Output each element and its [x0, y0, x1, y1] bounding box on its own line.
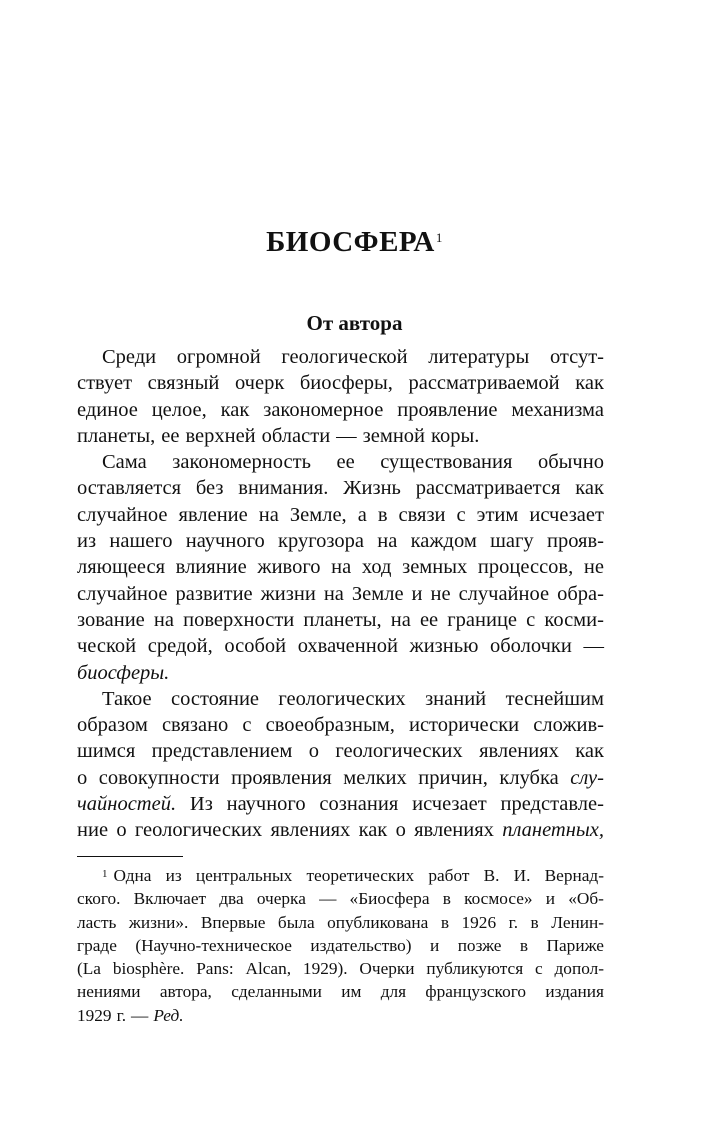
- text-line: из нашего научного кругозора на каждом шагу прояв-: [77, 530, 604, 553]
- text-line: биосферы.: [77, 661, 170, 684]
- text-line: Такое состояние геологических знаний теснейшим: [102, 687, 604, 710]
- body-text: [77, 344, 604, 844]
- text-line: ние о геологических явлениях как о явлениях планетных,: [77, 819, 604, 842]
- text-line: ствует связный очерк биосферы, рассматриваемой как: [77, 372, 604, 395]
- text-line: ляющееся влияние живого на ход земных процессов, не: [77, 556, 604, 579]
- footnote-line: $^1$ Одна из центральных теоретических работ В. И. Вернад-: [102, 866, 604, 885]
- chapter-title: [0, 226, 709, 259]
- text-line: образом связано с своеобразным, исторически сложив-: [77, 714, 604, 737]
- text-line: случайное развитие жизни на Земле и не случайное обра-: [77, 582, 604, 605]
- footnote-line: граде (Научно-техническое издательство) и позже в Париже: [77, 935, 604, 955]
- chapter-title-text: БИОСФЕРА: [266, 226, 435, 258]
- text-line: шимся представлением о геологических явлениях как: [77, 740, 604, 763]
- text-line: случайное явление на Земле, а в связи с этим исчезает: [77, 503, 604, 526]
- text-line: чайностей. Из научного сознания исчезает представле-: [77, 793, 604, 816]
- text-line: Среди огромной геологической литературы отсут-: [102, 346, 604, 368]
- footnote-reference[interactable]: 1: [435, 230, 443, 245]
- footnote-line: (La biosphère. Pans: Alcan, 1929). Очерки публикуются с допол-: [77, 959, 604, 979]
- text-line: Сама закономерность ее существования обычно: [102, 451, 604, 474]
- text-line: единое целое, как закономерное проявление механизма: [77, 398, 604, 421]
- text-line: ческой средой, особой охваченной жизнью оболочки —: [77, 635, 604, 658]
- text-line: планеты, ее верхней области — земной коры.: [77, 424, 480, 447]
- text-line: зование на поверхности планеты, на ее границе с косми-: [77, 608, 604, 631]
- text-line: оставляется без внимания. Жизнь рассматривается как: [77, 477, 604, 500]
- text-line: о совокупности проявления мелких причин, клубка слу-: [77, 766, 604, 789]
- footnote-marker: 1: [102, 868, 108, 880]
- footnote-divider: [77, 856, 183, 857]
- section-subtitle: От автора: [306, 311, 403, 335]
- footnote-line: нениями автора, сделанными им для французского издания: [77, 982, 604, 1002]
- footnote-line: ласть жизни». Впервые была опубликована в 1926 г. в Ленин-: [77, 912, 604, 932]
- footnote-line: 1929 г. — Ред.: [77, 1005, 184, 1025]
- footnote-line: ского. Включает два очерка — «Биосфера в космосе» и «Об-: [77, 889, 604, 909]
- footnote: [77, 864, 604, 1027]
